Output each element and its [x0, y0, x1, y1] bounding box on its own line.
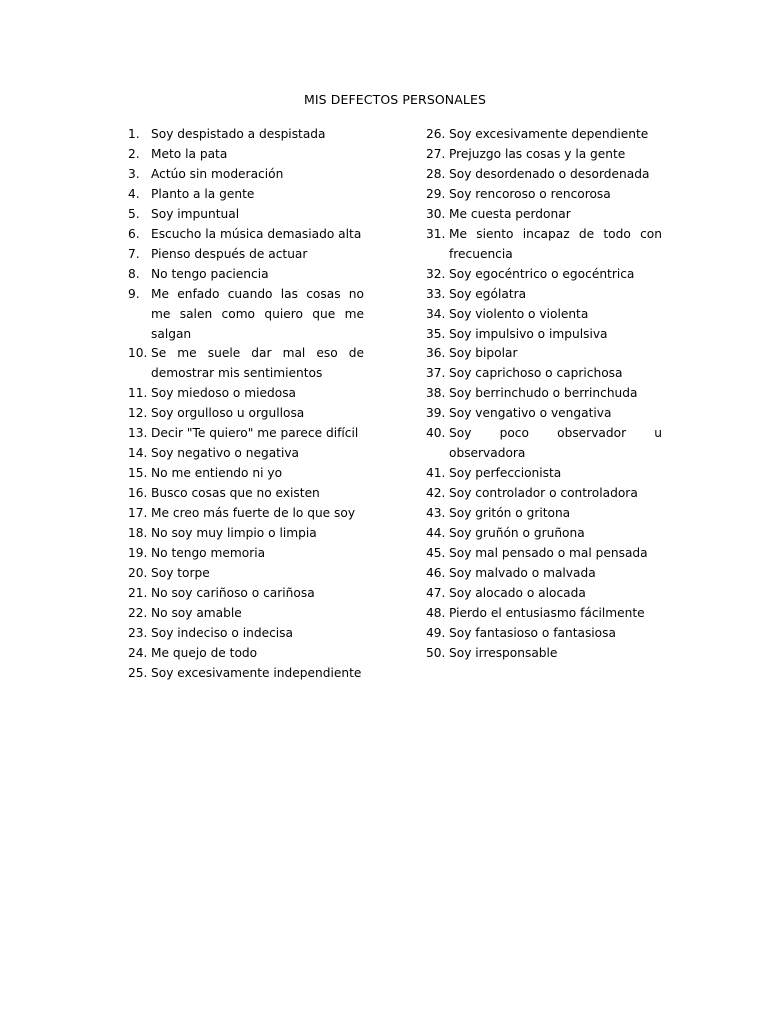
list-item	[426, 125, 662, 145]
list-item-number: 12.	[128, 406, 148, 421]
list-item-text: Soy despistado a despistada	[151, 127, 326, 141]
list-item-text: Soy orgulloso u orgullosa	[151, 406, 305, 421]
list-item	[426, 325, 662, 345]
list-item-text: Soy ególatra	[449, 286, 527, 301]
list-item	[128, 564, 364, 584]
list-item	[426, 225, 662, 265]
list-item	[128, 205, 364, 225]
list-item-number: 21.	[128, 585, 148, 600]
list-item-text: No soy amable	[151, 605, 242, 620]
list-item	[426, 364, 662, 384]
list-item-text: Me enfado cuando las cosas no me salen como quiero que me salgan	[151, 286, 364, 341]
list-item-text: Soy caprichoso o caprichosa	[449, 366, 623, 381]
list-item-text: Soy excesivamente independiente	[151, 665, 362, 680]
list-item-text: No me entiendo ni yo	[151, 466, 283, 481]
list-item-number: 42.	[426, 486, 446, 501]
list-item-text: No tengo memoria	[151, 546, 266, 561]
list-item-text: Me creo más fuerte de lo que soy	[151, 506, 356, 521]
list-item	[128, 484, 364, 504]
list-item-text: Soy alocado o alocada	[449, 585, 586, 600]
list-item	[426, 484, 662, 504]
list-item-number: 6.	[128, 226, 140, 241]
list-item-text: Soy malvado o malvada	[449, 565, 596, 580]
list-item-text: Soy controlador o controladora	[449, 486, 638, 501]
list-item-text: Soy poco observador u observadora	[449, 426, 662, 461]
list-item	[426, 584, 662, 604]
list-item	[426, 165, 662, 185]
list-item-number: 32.	[426, 266, 446, 281]
list-item-text: Soy impuntual	[151, 206, 240, 221]
list-item	[426, 604, 662, 624]
list-item	[128, 584, 364, 604]
list-item	[128, 165, 364, 185]
list-item-number: 28.	[426, 166, 446, 181]
list-item-number: 41.	[426, 466, 446, 481]
list-item-text: Soy egocéntrico o egocéntrica	[449, 266, 635, 281]
list-item-text: Soy gruñón o gruñona	[449, 526, 585, 541]
page-title: MIS DEFECTOS PERSONALES	[304, 92, 486, 107]
list-item-text: Soy excesivamente dependiente	[449, 127, 649, 141]
list-item-number: 22.	[128, 605, 148, 620]
list-item-number: 47.	[426, 585, 446, 600]
list-item-number: 7.	[128, 246, 140, 261]
list-item	[128, 444, 364, 464]
list-item-number: 45.	[426, 546, 446, 561]
list-item-number: 19.	[128, 546, 148, 561]
list-item-number: 9.	[128, 286, 140, 301]
list-item-number: 15.	[128, 466, 148, 481]
list-item-text: Decir "Te quiero" me parece difícil	[151, 426, 359, 441]
list-item-number: 4.	[128, 186, 140, 201]
list-item	[426, 464, 662, 484]
list-item	[128, 245, 364, 265]
list-item-number: 50.	[426, 645, 446, 660]
list-item-text: Prejuzgo las cosas y la gente	[449, 146, 626, 161]
list-item-number: 48.	[426, 605, 446, 620]
defects-list-left	[128, 125, 364, 684]
list-item-number: 40.	[426, 426, 446, 441]
list-item-number: 11.	[128, 386, 148, 401]
list-item-text: No soy muy limpio o limpia	[151, 526, 317, 541]
list-item-number: 38.	[426, 386, 446, 401]
list-item	[426, 524, 662, 544]
list-item-number: 16.	[128, 486, 148, 501]
list-item-text: No soy cariñoso o cariñosa	[151, 585, 315, 600]
list-item-text: Busco cosas que no existen	[151, 486, 320, 501]
list-item-text: Pienso después de actuar	[151, 246, 308, 261]
list-item-number: 39.	[426, 406, 446, 421]
list-item-text: Soy torpe	[151, 565, 210, 580]
list-item	[128, 285, 364, 345]
list-item-number: 26.	[426, 127, 446, 141]
list-item-text: Me siento incapaz de todo con frecuencia	[449, 226, 662, 261]
list-item-number: 44.	[426, 526, 446, 541]
list-item	[426, 624, 662, 644]
list-item-number: 29.	[426, 186, 446, 201]
list-item	[426, 285, 662, 305]
list-item-number: 33.	[426, 286, 446, 301]
list-item-text: Soy rencoroso o rencorosa	[449, 186, 611, 201]
list-item-number: 49.	[426, 625, 446, 640]
list-item-text: Se me suele dar mal eso de demostrar mis sentimientos	[151, 346, 364, 381]
list-item-number: 2.	[128, 146, 140, 161]
list-item	[426, 644, 662, 664]
list-item	[426, 424, 662, 464]
list-item-text: Soy irresponsable	[449, 645, 558, 660]
list-item-text: Soy negativo o negativa	[151, 446, 300, 461]
list-item-text: Escucho la música demasiado alta	[151, 226, 362, 241]
list-item-text: Pierdo el entusiasmo fácilmente	[449, 605, 645, 620]
list-item-text: No tengo paciencia	[151, 266, 269, 281]
list-item-text: Soy berrinchudo o berrinchuda	[449, 386, 638, 401]
list-item	[128, 404, 364, 424]
list-item-text: Me quejo de todo	[151, 645, 258, 660]
list-item	[426, 504, 662, 524]
list-item	[128, 644, 364, 664]
list-item	[128, 125, 364, 145]
list-item	[128, 344, 364, 384]
list-item-number: 46.	[426, 565, 446, 580]
list-item	[426, 384, 662, 404]
list-item-number: 10.	[128, 346, 148, 361]
list-item-number: 13.	[128, 426, 148, 441]
list-item	[128, 544, 364, 564]
list-item-text: Soy fantasioso o fantasiosa	[449, 625, 616, 640]
list-item-number: 1.	[128, 127, 140, 141]
list-item-number: 35.	[426, 326, 446, 341]
list-item-number: 5.	[128, 206, 140, 221]
list-item	[426, 404, 662, 424]
list-item-text: Soy gritón o gritona	[449, 506, 571, 521]
list-item-text: Actúo sin moderación	[151, 166, 284, 181]
list-item	[128, 464, 364, 484]
list-item-number: 43.	[426, 506, 446, 521]
list-item	[128, 265, 364, 285]
list-item	[128, 185, 364, 205]
list-item-number: 23.	[128, 625, 148, 640]
list-item	[128, 504, 364, 524]
list-item	[128, 424, 364, 444]
list-item	[426, 564, 662, 584]
list-item	[128, 225, 364, 245]
list-item	[426, 185, 662, 205]
list-item	[128, 664, 364, 684]
list-item-number: 8.	[128, 266, 140, 281]
list-item-text: Soy violento o violenta	[449, 306, 589, 321]
list-item-text: Me cuesta perdonar	[449, 206, 571, 221]
list-item-text: Meto la pata	[151, 146, 228, 161]
list-item-number: 31.	[426, 226, 446, 241]
list-item	[426, 265, 662, 285]
list-item	[128, 145, 364, 165]
defects-list-right	[426, 125, 662, 664]
list-item-number: 24.	[128, 645, 148, 660]
list-item-text: Soy mal pensado o mal pensada	[449, 546, 648, 561]
list-item-number: 34.	[426, 306, 446, 321]
list-item	[426, 205, 662, 225]
list-item-text: Soy miedoso o miedosa	[151, 386, 297, 401]
list-item-number: 20.	[128, 565, 148, 580]
list-item-number: 37.	[426, 366, 446, 381]
list-item-number: 36.	[426, 346, 446, 361]
list-item	[128, 604, 364, 624]
list-item-text: Soy vengativo o vengativa	[449, 406, 612, 421]
list-item-number: 25.	[128, 665, 148, 680]
list-item-number: 27.	[426, 146, 446, 161]
list-item-text: Soy desordenado o desordenada	[449, 166, 650, 181]
list-item-text: Soy indeciso o indecisa	[151, 625, 293, 640]
list-item	[128, 524, 364, 544]
list-item	[426, 305, 662, 325]
list-item-number: 14.	[128, 446, 148, 461]
list-item	[128, 624, 364, 644]
list-item	[426, 544, 662, 564]
list-item-text: Soy impulsivo o impulsiva	[449, 326, 608, 341]
list-item-number: 17.	[128, 506, 148, 521]
list-item-number: 18.	[128, 526, 148, 541]
list-item-text: Planto a la gente	[151, 186, 255, 201]
list-item	[426, 145, 662, 165]
list-item-text: Soy perfeccionista	[449, 466, 562, 481]
list-item	[128, 384, 364, 404]
list-item-text: Soy bipolar	[449, 346, 518, 361]
list-item	[426, 344, 662, 364]
list-item-number: 3.	[128, 166, 140, 181]
list-item-number: 30.	[426, 206, 446, 221]
